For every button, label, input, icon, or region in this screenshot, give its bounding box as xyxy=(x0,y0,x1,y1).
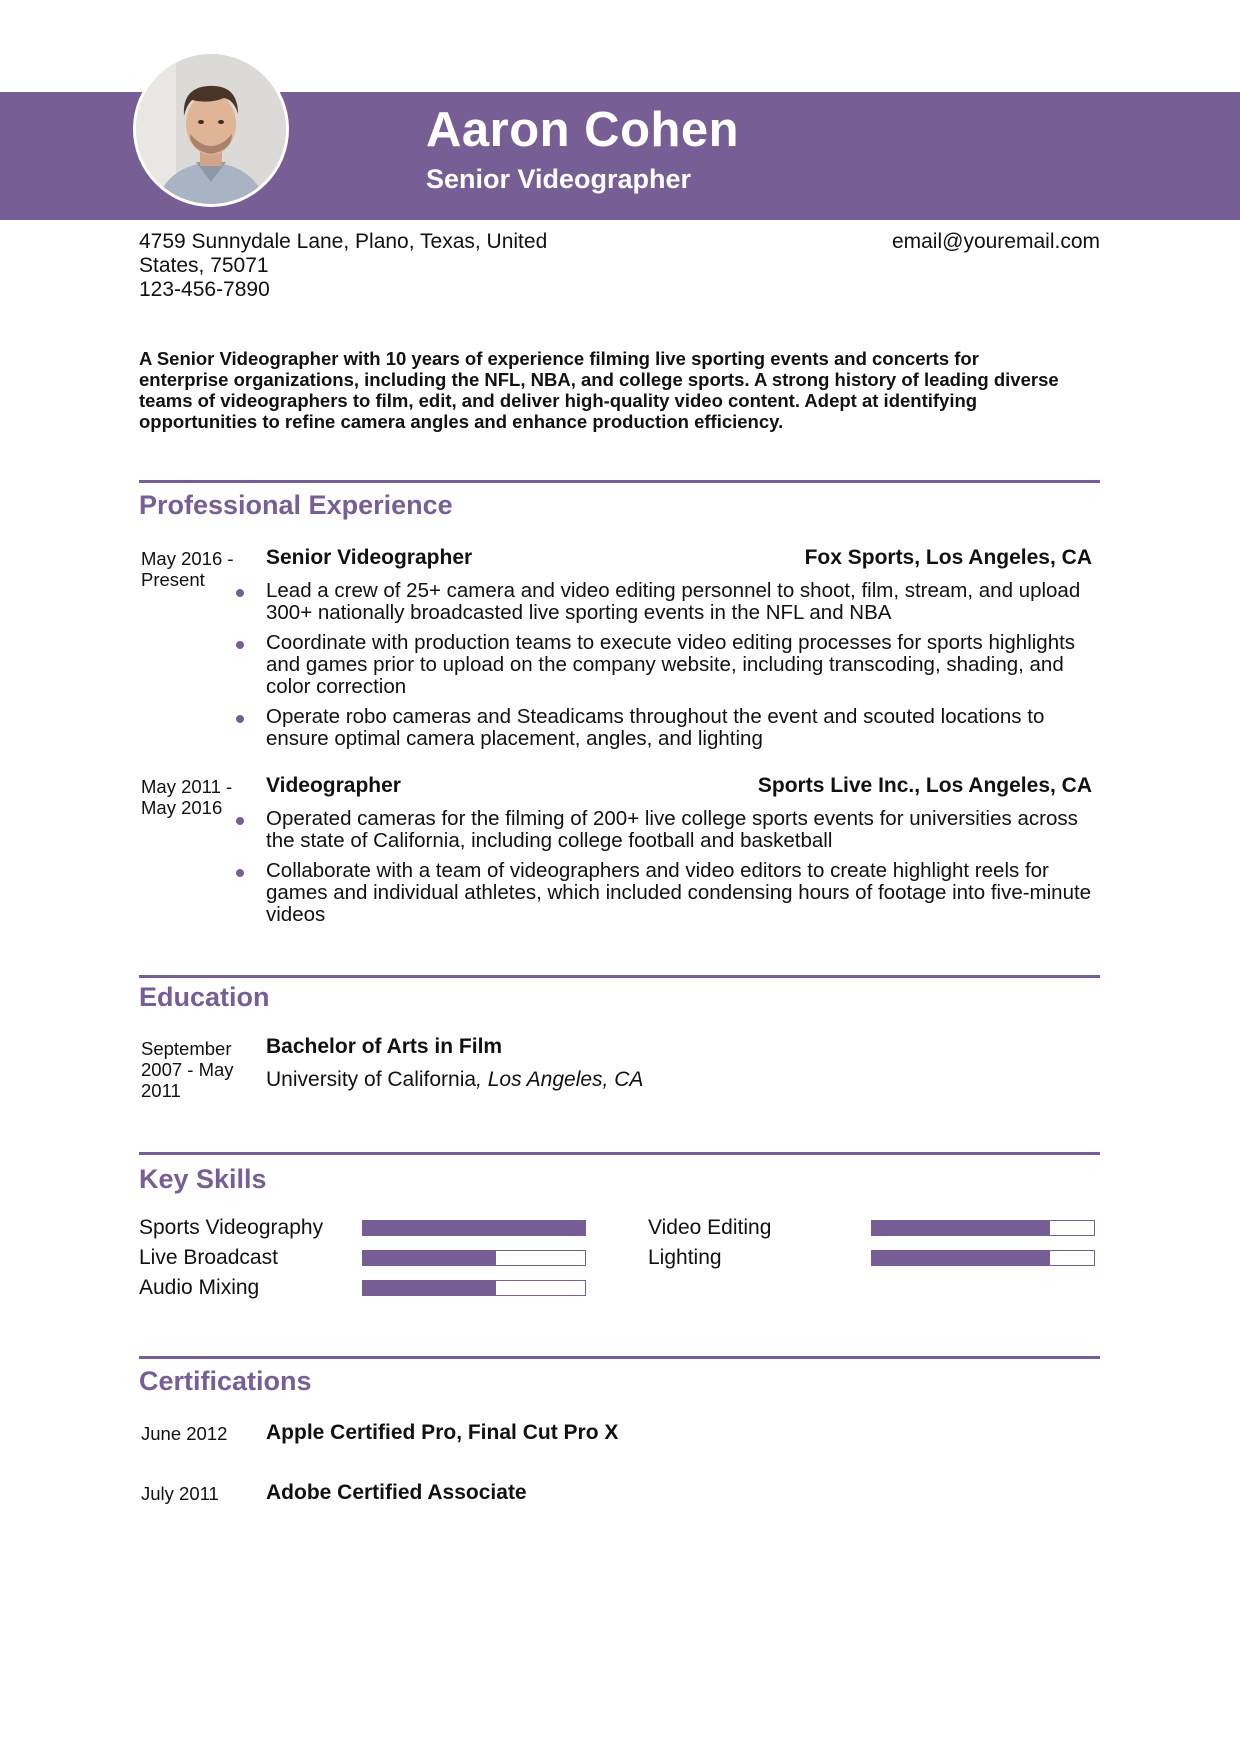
skill-level-bar xyxy=(362,1220,586,1236)
bullet-dot-icon xyxy=(236,817,244,825)
job-bullet xyxy=(266,706,1096,750)
profile-summary: A Senior Videographer with 10 years of experience filming live sporting events and concerts for enterprise organizations, including the NFL, NBA, and college sports. A strong history of leading diverse teams of videographers to film, edit, and deliver high-quality video content. Adept at identifying opportunities to refine camera angles and enhance production efficiency. xyxy=(139,348,1059,432)
section-title-skills: Key Skills xyxy=(139,1164,267,1194)
bullet-text: Operate robo cameras and Steadicams throughout the event and scouted locations to ensure optimal camera placement, angles, and lighting xyxy=(266,705,1045,750)
skill-level-bar xyxy=(362,1250,586,1266)
job-company: Sports Live Inc., Los Angeles, CA xyxy=(757,774,1092,797)
job-bullets xyxy=(266,808,1096,934)
skill-level-fill xyxy=(363,1221,585,1235)
portrait-image xyxy=(136,54,286,204)
job-dates: May 2016 - Present xyxy=(141,548,234,590)
contact-address: 4759 Sunnydale Lane, Plano, Texas, United States, 75071 xyxy=(139,230,548,277)
section-divider xyxy=(139,975,1100,978)
skill-level-fill xyxy=(872,1221,1050,1235)
bullet-dot-icon xyxy=(236,715,244,723)
education-school-name: University of California xyxy=(266,1068,477,1091)
bullet-text: Coordinate with production teams to execute video editing processes for sports highlights and games prior to upload on the company website, including transcoding, shading, and color correction xyxy=(266,631,1076,698)
skill-level-fill xyxy=(363,1281,496,1295)
job-dates: May 2011 - May 2016 xyxy=(141,776,233,818)
education-degree: Bachelor of Arts in Film xyxy=(266,1035,503,1058)
skill-level-bar xyxy=(362,1280,586,1296)
contact-email: email@youremail.com xyxy=(891,230,1100,253)
skill-label: Live Broadcast xyxy=(139,1246,278,1269)
bullet-text: Lead a crew of 25+ camera and video editing personnel to shoot, film, stream, and upload 300+ nationally broadcasted live sporting events in the NFL and NBA xyxy=(266,579,1081,624)
job-bullet xyxy=(266,632,1096,698)
education-dates: September 2007 - May 2011 xyxy=(141,1038,234,1101)
skill-level-fill xyxy=(363,1251,496,1265)
job-bullet xyxy=(266,808,1096,852)
contact-phone: 123-456-7890 xyxy=(139,278,270,301)
bullet-dot-icon xyxy=(236,869,244,877)
candidate-title: Senior Videographer xyxy=(426,164,692,194)
skill-level-fill xyxy=(872,1251,1050,1265)
certification-name: Adobe Certified Associate xyxy=(266,1481,527,1504)
job-role: Senior Videographer xyxy=(266,546,473,569)
bullet-text: Collaborate with a team of videographers and video editors to create highlight reels for games and individual athletes, which included condensing hours of footage into five-minute videos xyxy=(266,859,1092,926)
section-divider xyxy=(139,1152,1100,1155)
skill-label: Lighting xyxy=(648,1246,722,1269)
bullet-dot-icon xyxy=(236,641,244,649)
education-location: , Los Angeles, CA xyxy=(476,1068,644,1091)
profile-photo xyxy=(136,54,286,204)
bullet-dot-icon xyxy=(236,589,244,597)
skill-label: Audio Mixing xyxy=(139,1276,260,1299)
section-divider xyxy=(139,1356,1100,1359)
certification-date: July 2011 xyxy=(141,1483,219,1504)
skill-label: Sports Videography xyxy=(139,1216,324,1239)
job-role: Videographer xyxy=(266,774,401,797)
education-school xyxy=(266,1068,643,1092)
bullet-text: Operated cameras for the filming of 200+ live college sports events for universities across the state of California, including college football and basketball xyxy=(266,807,1078,852)
job-bullet xyxy=(266,860,1096,926)
candidate-name: Aaron Cohen xyxy=(426,103,740,157)
section-title-experience: Professional Experience xyxy=(139,490,453,520)
section-title-certifications: Certifications xyxy=(139,1366,312,1396)
job-bullets xyxy=(266,580,1096,758)
skill-level-bar xyxy=(871,1220,1095,1236)
section-divider xyxy=(139,480,1100,483)
certification-date: June 2012 xyxy=(141,1423,228,1444)
skill-label: Video Editing xyxy=(648,1216,772,1239)
section-title-education: Education xyxy=(139,982,270,1012)
skill-level-bar xyxy=(871,1250,1095,1266)
job-bullet xyxy=(266,580,1096,624)
job-company: Fox Sports, Los Angeles, CA xyxy=(804,546,1092,569)
certification-name: Apple Certified Pro, Final Cut Pro X xyxy=(266,1421,619,1444)
